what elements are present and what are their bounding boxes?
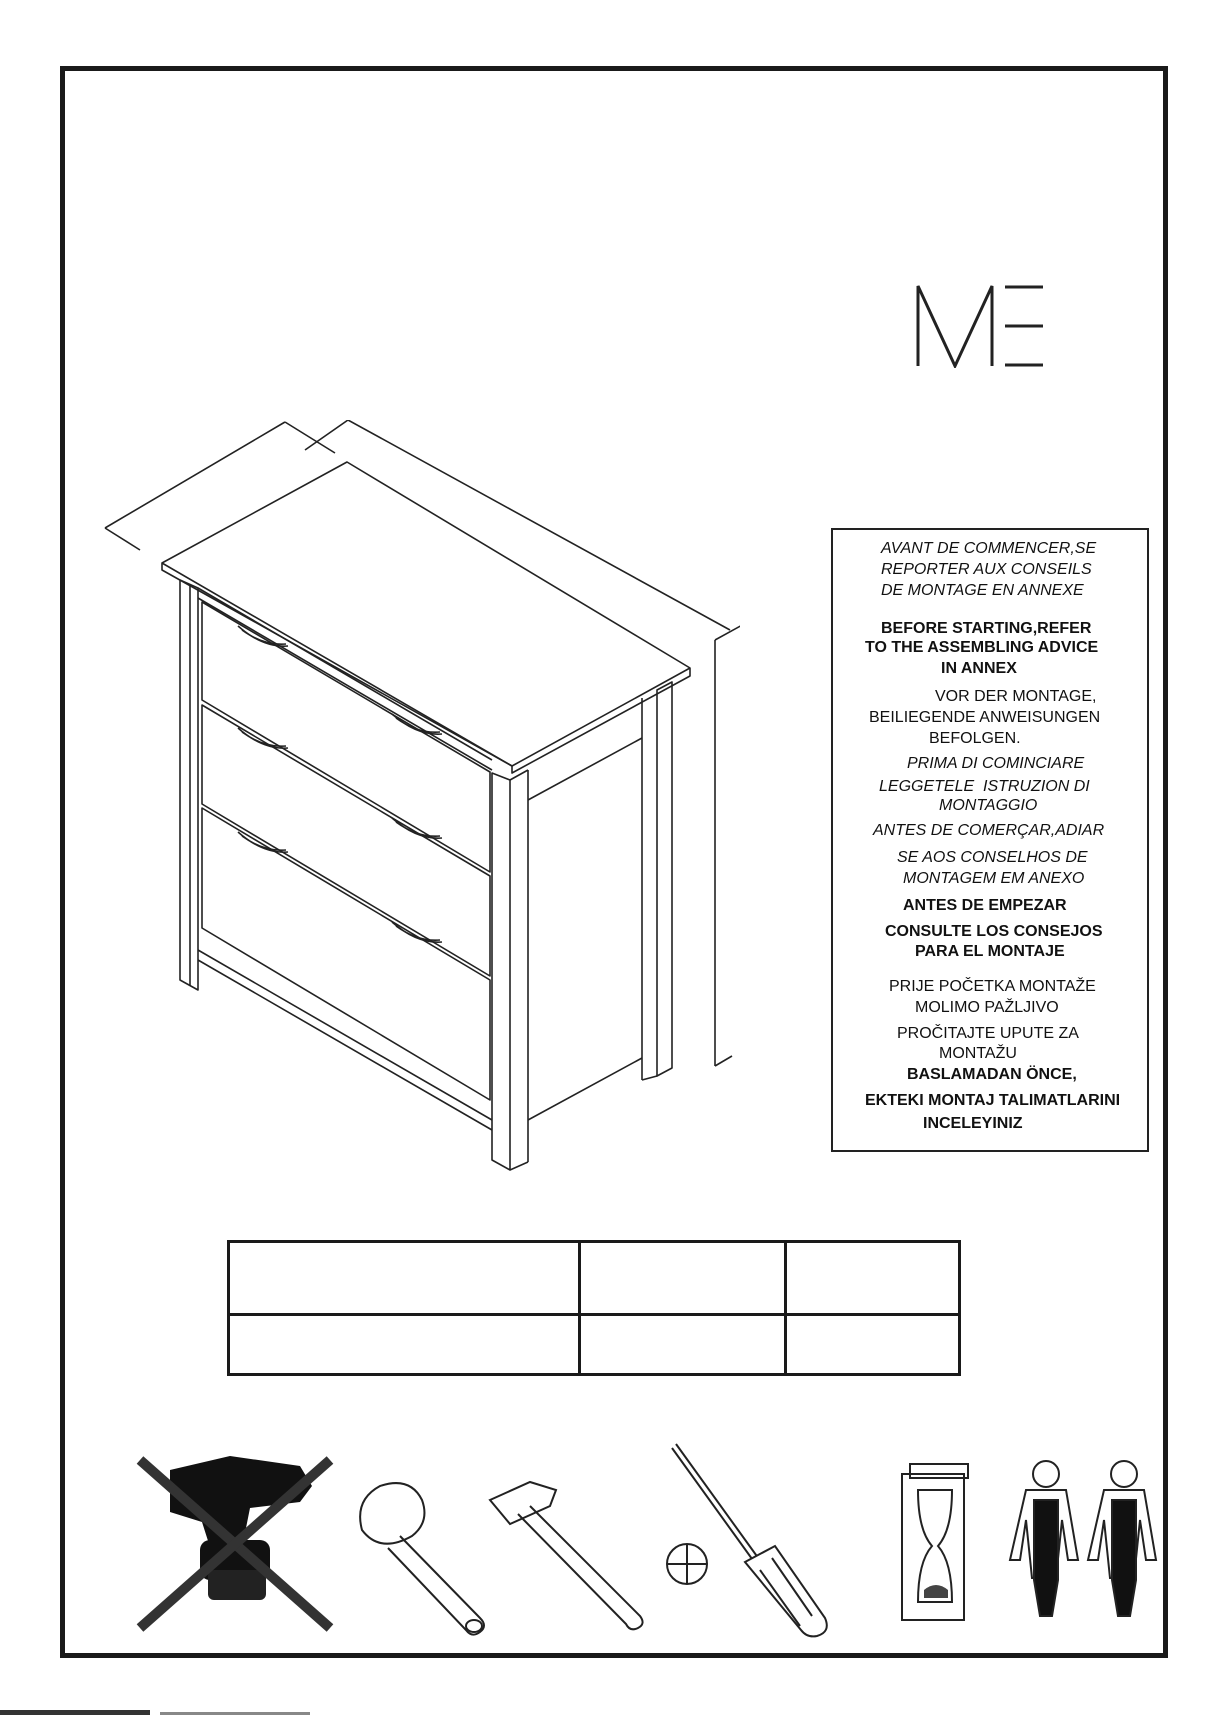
two-people-icon (1010, 1461, 1156, 1616)
product-info-table (227, 1240, 961, 1376)
notice-hr-line-1: PRIJE POČETKA MONTAŽE (889, 978, 1096, 995)
notice-tr-line-1: BASLAMADAN ÖNCE, (907, 1066, 1077, 1083)
notice-de-line-3: BEFOLGEN. (929, 730, 1021, 747)
footer-print-marks (0, 1702, 560, 1721)
no-power-drill-icon (140, 1456, 330, 1628)
notice-es-line-3: PARA EL MONTAJE (915, 943, 1065, 960)
notice-hr-line-3: PROČITAJTE UPUTE ZA (897, 1025, 1079, 1042)
notice-es-line-1: ANTES DE EMPEZAR (903, 897, 1067, 914)
dresser-illustration (100, 420, 740, 1180)
notice-tr-line-3: INCELEYINIZ (923, 1115, 1023, 1132)
notice-de-line-2: BEILIEGENDE ANWEISUNGEN (869, 709, 1101, 726)
mallet-icon (360, 1483, 484, 1635)
notice-en-line-3: IN ANNEX (941, 660, 1017, 677)
table-column-2 (581, 1243, 787, 1373)
notice-it-line-3: MONTAGGIO (939, 797, 1038, 814)
notice-fr-line-1: AVANT DE COMMENCER,SE (881, 540, 1097, 557)
notice-en-line-1: BEFORE STARTING,REFER (881, 620, 1092, 637)
notice-fr-line-2: REPORTER AUX CONSEILS (881, 561, 1092, 578)
notice-it-line-1: PRIMA DI COMINCIARE (907, 755, 1085, 772)
notice-es-line-2: CONSULTE LOS CONSEJOS (885, 923, 1103, 940)
notice-de-line-1: VOR DER MONTAGE, (935, 688, 1097, 705)
phillips-screwdriver-icon (667, 1444, 827, 1636)
notice-pt-line-1: ANTES DE COMERÇAR,ADIAR (873, 822, 1105, 839)
notice-tr-line-2: EKTEKI MONTAJ TALIMATLARINI (865, 1092, 1121, 1109)
table-column-1 (230, 1243, 581, 1373)
hourglass-icon (902, 1464, 968, 1620)
notice-hr-line-4: MONTAŽU (939, 1045, 1017, 1062)
assembly-advice-notice (831, 528, 1149, 1152)
notice-pt-line-2: SE AOS CONSELHOS DE (897, 849, 1088, 866)
me-logo (915, 282, 1045, 368)
hammer-icon (490, 1482, 643, 1629)
notice-hr-line-2: MOLIMO PAŽLJIVO (915, 999, 1059, 1016)
required-tools-row (0, 1440, 1228, 1640)
notice-pt-line-3: MONTAGEM EM ANEXO (903, 870, 1085, 887)
notice-en-line-2: TO THE ASSEMBLING ADVICE (865, 639, 1099, 656)
notice-fr-line-3: DE MONTAGE EN ANNEXE (881, 582, 1084, 599)
notice-it-line-2: LEGGETELE ISTRUZION DI (879, 778, 1090, 795)
